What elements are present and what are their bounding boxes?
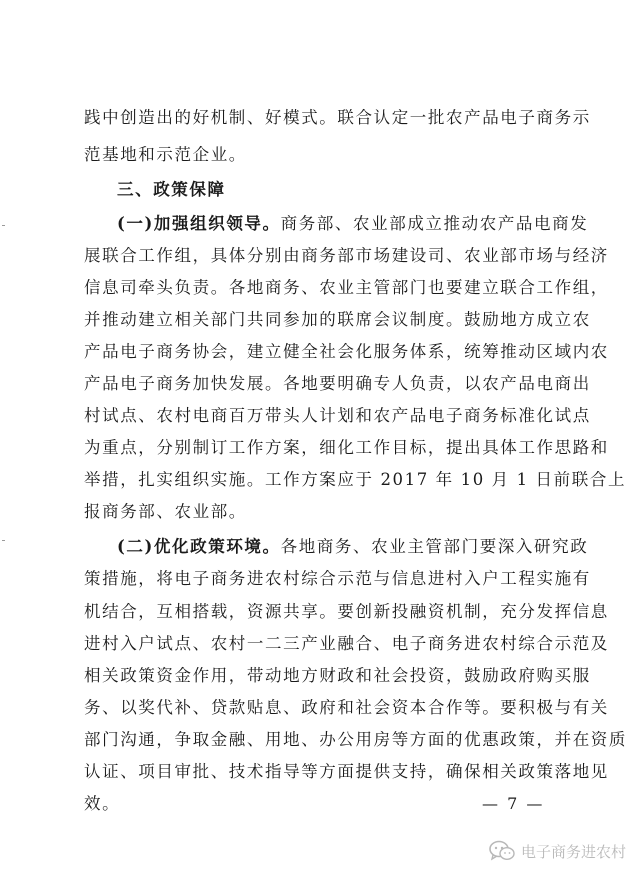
text-line: 村试点、农村电商百万带头人计划和农产品电子商务标准化试点 [84, 406, 591, 425]
paragraph-lead: (一)加强组织领导。 [117, 214, 281, 233]
text-line: 策措施，将电子商务进农村综合示范与信息进村入户工程实施有 [84, 569, 591, 588]
wechat-icon [489, 840, 515, 862]
text-line: 并推动建立相关部门共同参加的联席会议制度。鼓励地方成立农 [84, 310, 591, 329]
text-line: 产品电子商务加快发展。各地要明确专人负责，以农产品电商出 [84, 374, 591, 393]
scan-mark [2, 225, 5, 226]
text-line: 产品电子商务协会，建立健全社会化服务体系，统筹推动区域内农 [84, 342, 609, 361]
text-line: 相关政策资金作用，带动地方财政和社会投资，鼓励政府购买服 [84, 666, 591, 685]
watermark [489, 836, 626, 866]
paragraph-lead: (二)优化政策环境。 [117, 537, 281, 556]
text-line: 为重点，分别制订工作方案，细化工作目标，提出具体工作思路和 [84, 438, 609, 457]
text-line: 务、以奖代补、贷款贴息、政府和社会资本合作等。要积极与有关 [84, 698, 609, 717]
text-line: 部门沟通，争取金融、用地、办公用房等方面的优惠政策，并在资质 [84, 730, 627, 749]
text-line: 机结合，互相搭载，资源共享。要创新投融资机制，充分发挥信息 [84, 602, 609, 621]
text-line: 报商务部、农业部。 [84, 502, 247, 521]
paragraph-first-line [117, 212, 597, 236]
text-line: 进村入户试点、农村一二三产业融合、电子商务进农村综合示范及 [84, 634, 609, 653]
section-heading: 三、政策保障 [117, 180, 226, 199]
text-line: 信息司牵头负责。各地商务、农业主管部门也要建立联合工作组， [84, 278, 609, 297]
text-line: 范基地和示范企业。 [84, 145, 247, 164]
paragraph-first-line [117, 535, 597, 559]
paragraph-text: 各地商务、农业主管部门要深入研究政 [280, 537, 589, 556]
text-line: 效。 [84, 794, 121, 813]
text-line: 践中创造出的好机制、好模式。联合认定一批农产品电子商务示 [84, 108, 591, 127]
page-number: — 7 — [482, 794, 545, 813]
text-line: 举措，扎实组织实施。工作方案应于 2017 年 10 月 1 日前联合上 [84, 470, 627, 489]
paragraph-text: 商务部、农业部成立推动农产品电商发 [280, 214, 589, 233]
text-line: 展联合工作组，具体分别由商务部市场建设司、农业部市场与经济 [84, 246, 609, 265]
scan-mark [2, 540, 5, 541]
watermark-text: 电子商务进农村 [520, 843, 626, 861]
text-line: 认证、项目审批、技术指导等方面提供支持，确保相关政策落地见 [84, 762, 609, 781]
